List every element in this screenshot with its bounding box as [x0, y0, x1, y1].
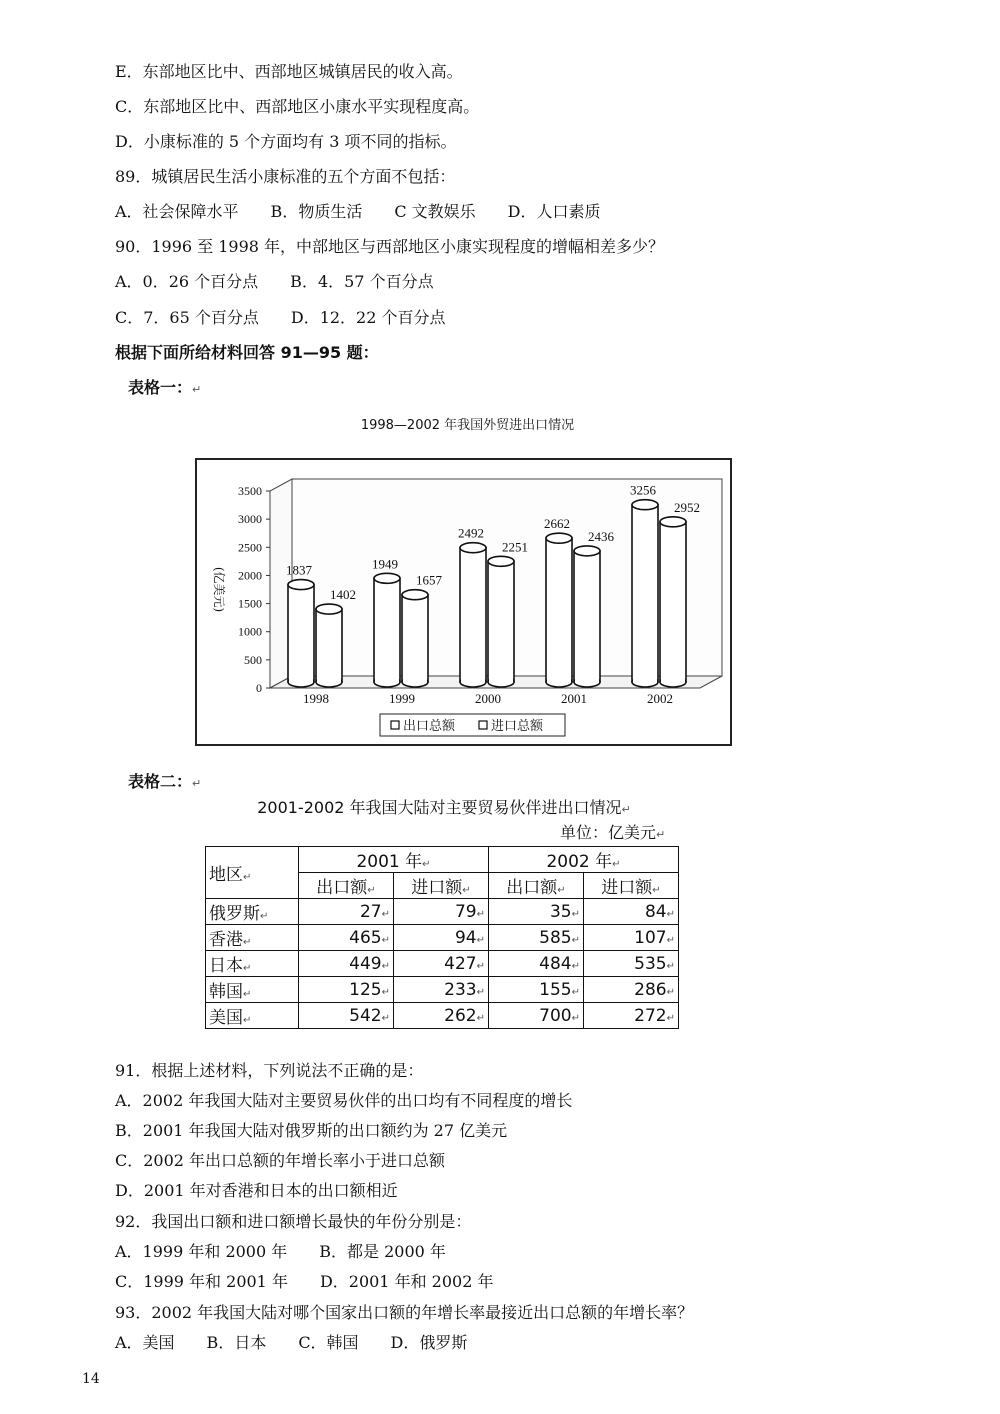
value-cell: 79↵ — [394, 899, 489, 925]
bar-fill — [461, 548, 485, 682]
table-header-row — [206, 847, 679, 873]
value-cell: 465↵ — [299, 925, 394, 951]
region-cell: 俄罗斯↵ — [206, 899, 299, 925]
bar-top — [574, 546, 600, 556]
bar-top — [288, 580, 314, 590]
table-row — [206, 1003, 679, 1029]
value-cell: 585↵ — [489, 925, 584, 951]
value-cell: 94↵ — [394, 925, 489, 951]
x-tick-label: 2000 — [475, 691, 501, 706]
y-tick-label: 1500 — [238, 596, 262, 611]
header-export-2002: 出口额↵ — [489, 873, 584, 899]
text-line: E．东部地区比中、西部地区城镇居民的收入高。 — [115, 62, 463, 81]
options-92-cd: C．1999 年和 2001 年 D．2001 年和 2002 年 — [115, 1272, 494, 1291]
question-93: 93．2002 年我国大陆对哪个国家出口额的年增长率最接近出口总额的年增长率？ — [115, 1303, 694, 1322]
question-92: 92．我国出口额和进口额增长最快的年份分别是： — [115, 1212, 472, 1231]
value-cell: 700↵ — [489, 1003, 584, 1029]
header-region: 地区↵ — [206, 847, 299, 899]
options-92-ab: A．1999 年和 2000 年 B．都是 2000 年 — [115, 1242, 446, 1261]
options-90-cd: C．7．65 个百分点 D．12．22 个百分点 — [115, 308, 446, 327]
table2-unit: 单位：亿美元↵ — [560, 823, 666, 842]
bar-fill — [317, 609, 341, 682]
value-cell: 272↵ — [584, 1003, 679, 1029]
value-cell: 262↵ — [394, 1003, 489, 1029]
header-export-2001: 出口额↵ — [299, 873, 394, 899]
value-cell: 286↵ — [584, 977, 679, 1003]
value-cell: 125↵ — [299, 977, 394, 1003]
chart-container — [195, 405, 740, 750]
options-90-ab: A．0．26 个百分点 B．4．57 个百分点 — [115, 272, 434, 291]
table-row — [206, 899, 679, 925]
x-tick-label: 2002 — [647, 691, 673, 706]
options-93: A．美国 B．日本 C．韩国 D．俄罗斯 — [115, 1333, 468, 1352]
data-label: 1402 — [330, 587, 356, 603]
text-line: C．东部地区比中、西部地区小康水平实现程度高。 — [115, 97, 480, 116]
value-cell: 155↵ — [489, 977, 584, 1003]
region-cell: 香港↵ — [206, 925, 299, 951]
value-cell: 233↵ — [394, 977, 489, 1003]
question-89: 89．城镇居民生活小康标准的五个方面不包括： — [115, 167, 456, 186]
text-line: D．小康标准的 5 个方面均有 3 项不同的指标。 — [115, 132, 457, 151]
data-label: 2952 — [674, 499, 700, 515]
table-row — [206, 951, 679, 977]
value-cell: 484↵ — [489, 951, 584, 977]
value-cell: 35↵ — [489, 899, 584, 925]
x-tick-label: 2001 — [561, 691, 587, 706]
value-cell: 107↵ — [584, 925, 679, 951]
data-label: 2492 — [458, 525, 484, 541]
bar-top — [488, 556, 514, 566]
bar-fill — [375, 578, 399, 682]
value-cell: 535↵ — [584, 951, 679, 977]
y-tick-label: 2000 — [238, 568, 262, 583]
bar-fill — [489, 561, 513, 682]
option-91-b: B．2001 年我国大陆对俄罗斯的出口额约为 27 亿美元 — [115, 1121, 508, 1140]
bar-top — [374, 573, 400, 583]
page-number: 14 — [82, 1371, 100, 1387]
table1-label: 表格一：↵ — [128, 378, 202, 397]
header-year-2002: 2002 年↵ — [489, 847, 679, 873]
bar-top — [660, 517, 686, 527]
region-cell: 日本↵ — [206, 951, 299, 977]
bar-top — [316, 604, 342, 614]
table-row — [206, 925, 679, 951]
header-import-2002: 进口额↵ — [584, 873, 679, 899]
legend-swatch — [391, 721, 399, 729]
bar-chart — [195, 405, 740, 750]
x-tick-label: 1998 — [303, 691, 329, 706]
bar-fill — [633, 505, 657, 682]
table2-label: 表格二：↵ — [128, 772, 202, 791]
y-tick-label: 0 — [256, 681, 262, 695]
question-91: 91．根据上述材料，下列说法不正确的是： — [115, 1061, 424, 1080]
x-tick-label: 1999 — [389, 691, 415, 706]
trade-partner-table — [205, 846, 679, 1029]
bar-fill — [547, 538, 571, 682]
legend-label: 进口总额 — [491, 719, 544, 734]
question-90: 90．1996 至 1998 年，中部地区与西部地区小康实现程度的增幅相差多少？ — [115, 237, 665, 256]
option-91-d: D．2001 年对香港和日本的出口额相近 — [115, 1181, 398, 1200]
y-tick-label: 3000 — [238, 512, 262, 527]
options-89: A．社会保障水平 B．物质生活 C 文教娱乐 D．人口素质 — [115, 202, 601, 221]
value-cell: 84↵ — [584, 899, 679, 925]
region-cell: 美国↵ — [206, 1003, 299, 1029]
chart-title: 1998—2002 年我国外贸进出口情况 — [360, 418, 575, 433]
data-label: 1837 — [286, 562, 312, 578]
value-cell: 449↵ — [299, 951, 394, 977]
bar-fill — [575, 551, 599, 682]
y-tick-label: 1000 — [238, 624, 262, 639]
value-cell: 542↵ — [299, 1003, 394, 1029]
header-year-2001: 2001 年↵ — [299, 847, 489, 873]
data-label: 1949 — [372, 556, 398, 572]
bar-top — [632, 500, 658, 510]
bar-top — [402, 590, 428, 600]
legend-swatch — [479, 721, 487, 729]
y-axis-label: (亿美元) — [212, 566, 226, 613]
y-tick-label: 500 — [244, 652, 262, 667]
data-label: 3256 — [630, 482, 656, 498]
data-label: 2251 — [502, 539, 528, 555]
header-import-2001: 进口额↵ — [394, 873, 489, 899]
legend-label: 出口总额 — [403, 719, 456, 734]
bar-fill — [661, 522, 685, 682]
data-label: 1657 — [416, 572, 442, 588]
section-heading: 根据下面所给材料回答 91—95 题： — [115, 343, 379, 362]
data-label: 2662 — [544, 516, 570, 532]
value-cell: 27↵ — [299, 899, 394, 925]
value-cell: 427↵ — [394, 951, 489, 977]
y-tick-label: 3500 — [238, 484, 262, 498]
bar-top — [546, 533, 572, 543]
region-cell: 韩国↵ — [206, 977, 299, 1003]
table-row — [206, 977, 679, 1003]
bar-fill — [403, 595, 427, 682]
table2-title: 2001-2002 年我国大陆对主要贸易伙伴进出口情况↵ — [257, 798, 631, 817]
bar-fill — [289, 585, 313, 682]
data-label: 2436 — [588, 528, 614, 544]
option-91-c: C．2002 年出口总额的年增长率小于进口总额 — [115, 1151, 446, 1170]
option-91-a: A．2002 年我国大陆对主要贸易伙伴的出口均有不同程度的增长 — [115, 1091, 573, 1110]
y-tick-label: 2500 — [238, 540, 262, 555]
bar-top — [460, 543, 486, 553]
